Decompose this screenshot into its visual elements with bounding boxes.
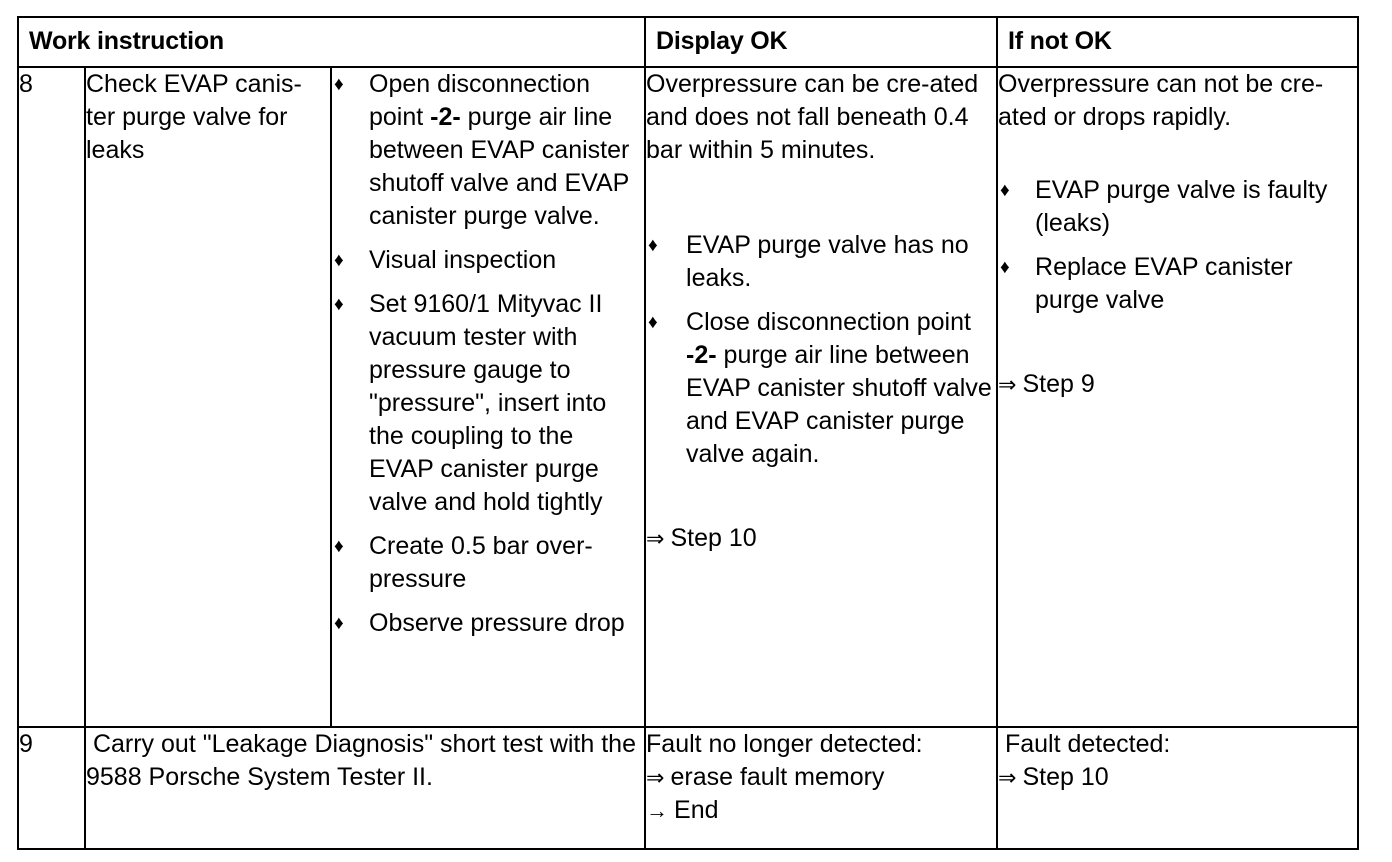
list-item: ♦ Visual inspection — [332, 244, 644, 277]
diamond-bullet-icon: ♦ — [1000, 257, 1010, 278]
diamond-bullet-icon: ♦ — [648, 235, 658, 256]
ok-next-step: ⇒ Step 10 — [646, 524, 757, 552]
step-number: 9 — [18, 727, 85, 849]
task-line: Check EVAP canis- — [86, 70, 302, 98]
ok-intro: Overpressure can be cre-ated and does not fall beneath 0.4 bar within 5 minutes. — [646, 70, 979, 164]
procedure-list — [332, 68, 644, 640]
task-description — [85, 67, 331, 727]
nok-intro: Overpressure can not be cre-ated or drops rapidly. — [998, 70, 1324, 131]
step-number: 8 — [18, 67, 85, 727]
diamond-bullet-icon: ♦ — [334, 74, 344, 95]
header-row — [18, 17, 1358, 67]
header-if-not-ok: If not OK — [997, 17, 1358, 67]
double-arrow-icon: ⇒ — [998, 765, 1017, 790]
task-description: Carry out "Leakage Diagnosis" short test with the 9588 Porsche System Tester II. — [85, 727, 645, 849]
diamond-bullet-icon: ♦ — [334, 613, 344, 634]
if-not-ok-cell — [997, 67, 1358, 727]
double-arrow-icon: ⇒ — [646, 526, 665, 551]
list-item: ♦ EVAP purge valve has no leaks. — [648, 231, 969, 292]
if-not-ok-cell: Fault detected: ⇒ Step 10 — [997, 727, 1358, 849]
diamond-bullet-icon: ♦ — [334, 250, 344, 271]
list-item: ♦ Create 0.5 bar over-pressure — [334, 532, 593, 593]
diamond-bullet-icon: ♦ — [334, 294, 344, 315]
task-line: leaks — [86, 136, 145, 164]
header-work-instruction: Work instruction — [18, 17, 645, 67]
work-instruction-table — [17, 16, 1359, 850]
ok-bullet-list — [646, 229, 996, 471]
double-arrow-icon: ⇒ — [998, 372, 1017, 397]
right-arrow-icon: → — [646, 798, 669, 823]
diamond-bullet-icon: ♦ — [334, 536, 344, 557]
table-row-step-8 — [18, 67, 1358, 727]
task-line: ter purge valve for — [86, 103, 288, 131]
table-row-step-9 — [18, 727, 1358, 849]
diamond-bullet-icon: ♦ — [1000, 180, 1010, 201]
nok-bullet-list — [998, 174, 1357, 317]
diamond-bullet-icon: ♦ — [648, 312, 658, 333]
list-item: ♦ Close disconnection point -2- purge air line between EVAP canister shutoff valve and EVAP canister purge valve again. — [648, 308, 992, 468]
list-item: ♦ Observe pressure drop — [332, 607, 644, 640]
header-display-ok: Display OK — [645, 17, 997, 67]
list-item: ♦ Open disconnection point -2- purge air line between EVAP canister shutoff valve and EVAP canister purge valve. — [334, 70, 630, 230]
display-ok-cell — [645, 67, 997, 727]
display-ok-cell: Fault no longer detected: ⇒ erase fault memory → End — [645, 727, 997, 849]
nok-next-step: ⇒ Step 9 — [998, 370, 1095, 398]
list-item: ♦ EVAP purge valve is faulty (leaks) — [1000, 176, 1328, 237]
list-item: ♦ Replace EVAP canister purge valve — [1000, 253, 1293, 314]
double-arrow-icon: ⇒ — [646, 765, 665, 790]
list-item: ♦ Set 9160/1 Mityvac II vacuum tester with pressure gauge to "pressure", insert into the coupling to the EVAP canister purge valve and hold tightly — [334, 290, 607, 516]
procedure-steps — [331, 67, 645, 727]
